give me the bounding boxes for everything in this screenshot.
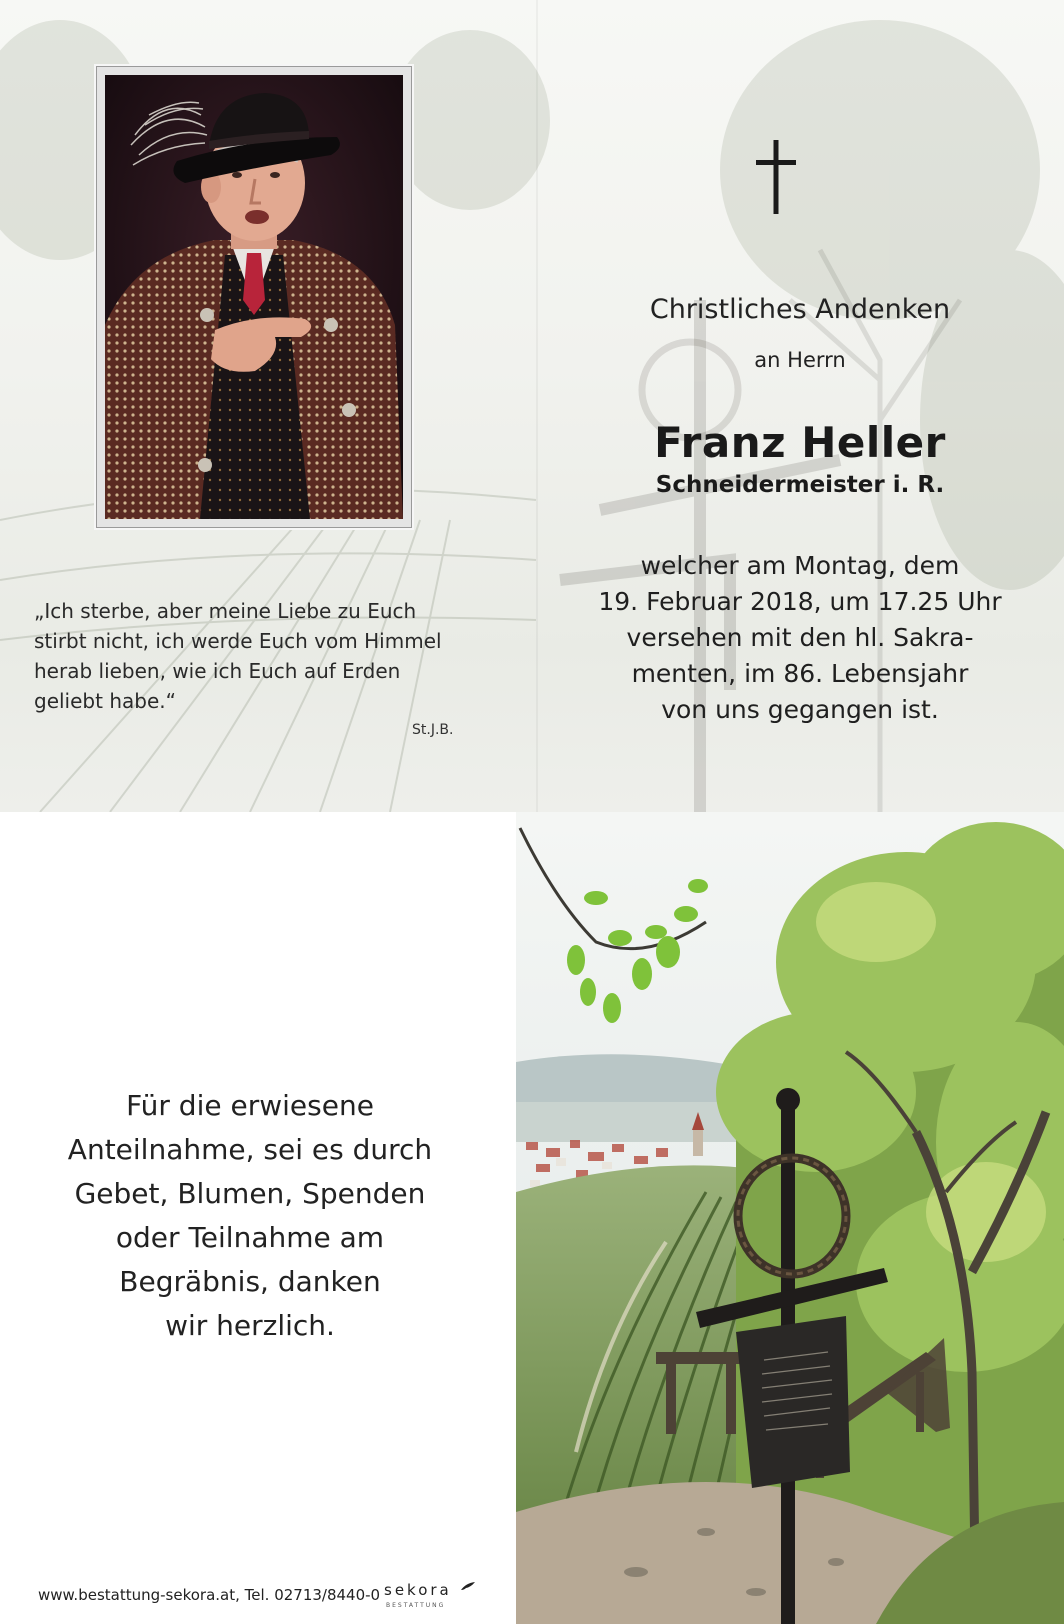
deceased-name: Franz Heller xyxy=(654,418,946,467)
death-line: von uns gegangen ist. xyxy=(661,695,939,724)
quote-line: stirbt nicht, ich werde Euch vom Himmel xyxy=(34,629,442,653)
memorial-quote xyxy=(34,596,464,716)
death-line: welcher am Montag, dem xyxy=(640,551,960,580)
portrait-photo xyxy=(105,75,403,519)
header-line-2: an Herrn xyxy=(754,348,846,372)
thanks-line: Anteilnahme, sei es durch xyxy=(67,1133,433,1166)
thanks-line: Für die erwiesene xyxy=(126,1089,374,1122)
memorial-card-back xyxy=(0,812,1064,1624)
quote-source: St.J.B. xyxy=(412,722,454,738)
death-line: 19. Februar 2018, um 17.25 Uhr xyxy=(598,587,1002,616)
thanks-line: oder Teilnahme am xyxy=(115,1221,385,1254)
header-line-1: Christliches Andenken xyxy=(649,294,951,325)
landscape-photo xyxy=(516,812,1064,1624)
quote-line: herab lieben, wie ich Euch auf Erden xyxy=(34,659,401,683)
latin-cross-icon xyxy=(746,140,806,225)
quote-line: geliebt habe.“ xyxy=(34,689,176,713)
thanks-line: Gebet, Blumen, Spenden xyxy=(74,1177,426,1210)
bird-icon xyxy=(460,1581,476,1593)
brand-subline: BESTATTUNG xyxy=(386,1602,446,1609)
portrait-frame xyxy=(96,66,412,528)
brand-name: sekora xyxy=(384,1581,452,1599)
funeral-home-logo xyxy=(384,1581,476,1599)
quote-line: „Ich sterbe, aber meine Liebe zu Euch xyxy=(34,599,417,623)
death-line: menten, im 86. Lebensjahr xyxy=(631,659,969,688)
thanks-line: Begräbnis, danken xyxy=(119,1265,381,1298)
death-notice xyxy=(536,548,1064,728)
deceased-title: Schneidermeister i. R. xyxy=(655,472,945,498)
death-line: versehen mit den hl. Sakra- xyxy=(626,623,974,652)
thank-you-text xyxy=(40,1084,460,1348)
funeral-home-contact: www.bestattung-sekora.at, Tel. 02713/8440-0 xyxy=(38,1586,381,1604)
thanks-line: wir herzlich. xyxy=(165,1309,335,1342)
